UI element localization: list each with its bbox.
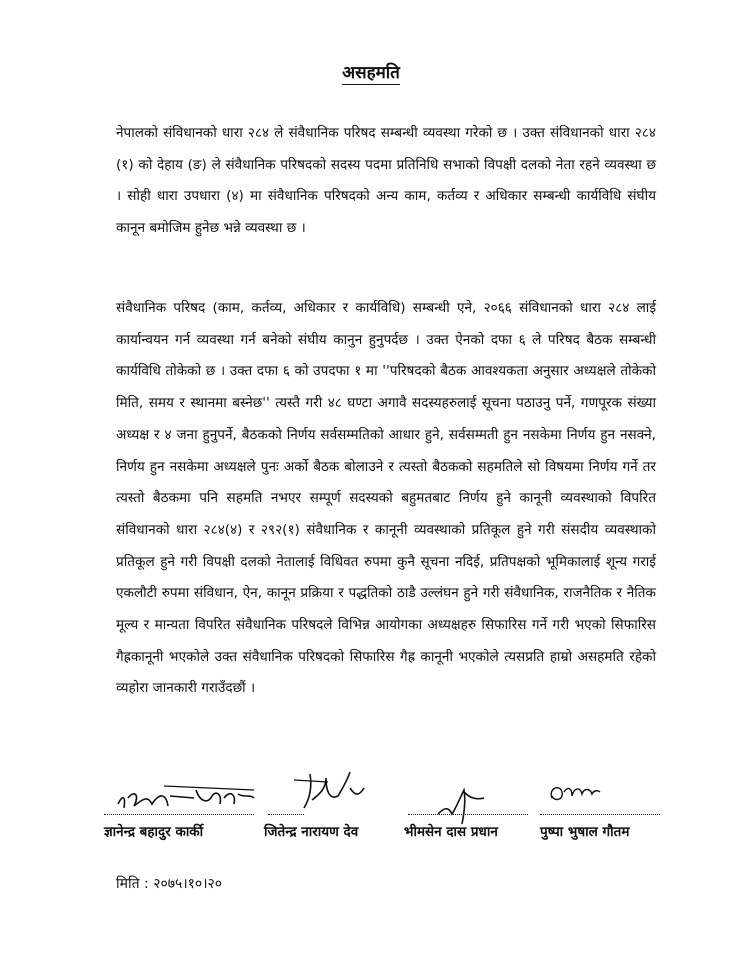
paragraph-2: संवैधानिक परिषद (काम, कर्तव्य, अधिकार र कार्यविधि) सम्बन्धी एने, २०६६ संविधानको धारा २८४ लाई कार्यान्वयन गर्न व्यवस्था गर्न बनेको संघीय कानुन हुनुपर्दछ । उक्त ऐनको दफा ६ ले परिषद बैठक सम्बन्धी कार्यविधि तोकेको छ । उक्त दफा ६ को उपदफा १ मा ''परिषदको बैठक आवश्यकता अनुसार अध्यक्षले तोकेको मिति, समय र स्थानमा बस्नेछ'' त्यस्तै गरी ४८ घण्टा अगावै सदस्यहरुलाई सूचना पठाउनु पर्ने, गणपूरक संख्या अध्यक्ष र ४ जना हुनुपर्ने, बैठकको निर्णय सर्वसम्मतिको आधार हुने, सर्वसम्मती हुन नसकेमा निर्णय हुन नसक्ने, निर्णय हुन नसकेमा अध्यक्षले पुनः अर्को बैठक बोलाउने र त्यस्तो बैठकको सहमतिले सो विषयमा निर्णय गर्ने तर त्यस्तो बैठकमा पनि सहमति नभएर सम्पूर्ण सदस्यको बहुमतबाट निर्णय हुने कानूनी व्यवस्थाको विपरित संविधानको धारा २८४(४) र २९२(१) संवैधानिक र कानूनी व्यवस्थाको प्रतिकूल हुने गरी संसदीय व्यवस्थाको प्रतिकूल हुने गरी विपक्षी दलको नेतालाई विधिवत रुपमा कुनै सूचना नदिई, प्रतिपक्षको भूमिकालाई शून्य गराई एकलौटी रुपमा संविधान, ऐन, कानून प्रक्रिया र पद्धतिको ठाडै उल्लंघन हुने गरी संवैधानिक, राजनैतिक र नैतिक मूल्य र मान्यता विपरित संवैधानिक परिषदले विभिन्न आयोगका अध्यक्षहरु सिफारिस गर्ने गरी भएको सिफारिस गैह्रकानूनी भएकोले उक्त संवैधानिक परिषदको सिफारिस गैह्र कानूनी भएकोले त्यसप्रति हाम्रो असहमति रहेको व्यहोरा जानकारी गराउँदछौं ।	[116, 300, 656, 697]
signatory-name-2: जितेन्द्र नारायण देव	[264, 824, 359, 840]
signature-line-4	[540, 814, 660, 815]
signatory-name-3: भीमसेन दास प्रधान	[404, 824, 498, 840]
handwritten-signature-1	[104, 768, 264, 818]
signature-block-3	[404, 768, 534, 848]
signature-line-3	[408, 814, 528, 815]
signatory-name-4: पुष्पा भुषाल गौतम	[540, 824, 630, 840]
signatory-name-1: ज्ञानेन्द्र बहादुर कार्की	[104, 824, 204, 840]
signatures-block	[104, 768, 664, 848]
signature-line-2	[268, 814, 304, 815]
document-title	[0, 60, 742, 83]
signature-line-1	[104, 814, 254, 815]
paragraph-1: नेपालको संविधानको धारा २८४ ले संवैधानिक परिषद सम्बन्धी व्यवस्था गरेको छ । उक्त संविधानको धारा २८४ (१) को देहाय (ङ) ले संवैधानिक परिषदको सदस्य पदमा प्रतिनिधि सभाको विपक्षी दलको नेता रहने व्यवस्था छ । सोही धारा उपधारा (४) मा संवैधानिक परिषदको अन्य काम, कर्तव्य र अधिकार सम्बन्धी कार्यविधि संघीय कानून बमोजिम हुनेछ भन्ने व्यवस्था छ ।	[116, 125, 656, 237]
title-text: असहमति	[342, 63, 400, 83]
handwritten-signature-2	[264, 768, 384, 818]
handwritten-signature-4	[540, 768, 670, 818]
signature-block-2	[264, 768, 404, 848]
signature-block-4	[540, 768, 670, 848]
handwritten-signature-3	[404, 768, 534, 828]
signature-block-1	[104, 768, 264, 848]
document-date: मिति : २०७५।१०।२०	[116, 876, 223, 892]
